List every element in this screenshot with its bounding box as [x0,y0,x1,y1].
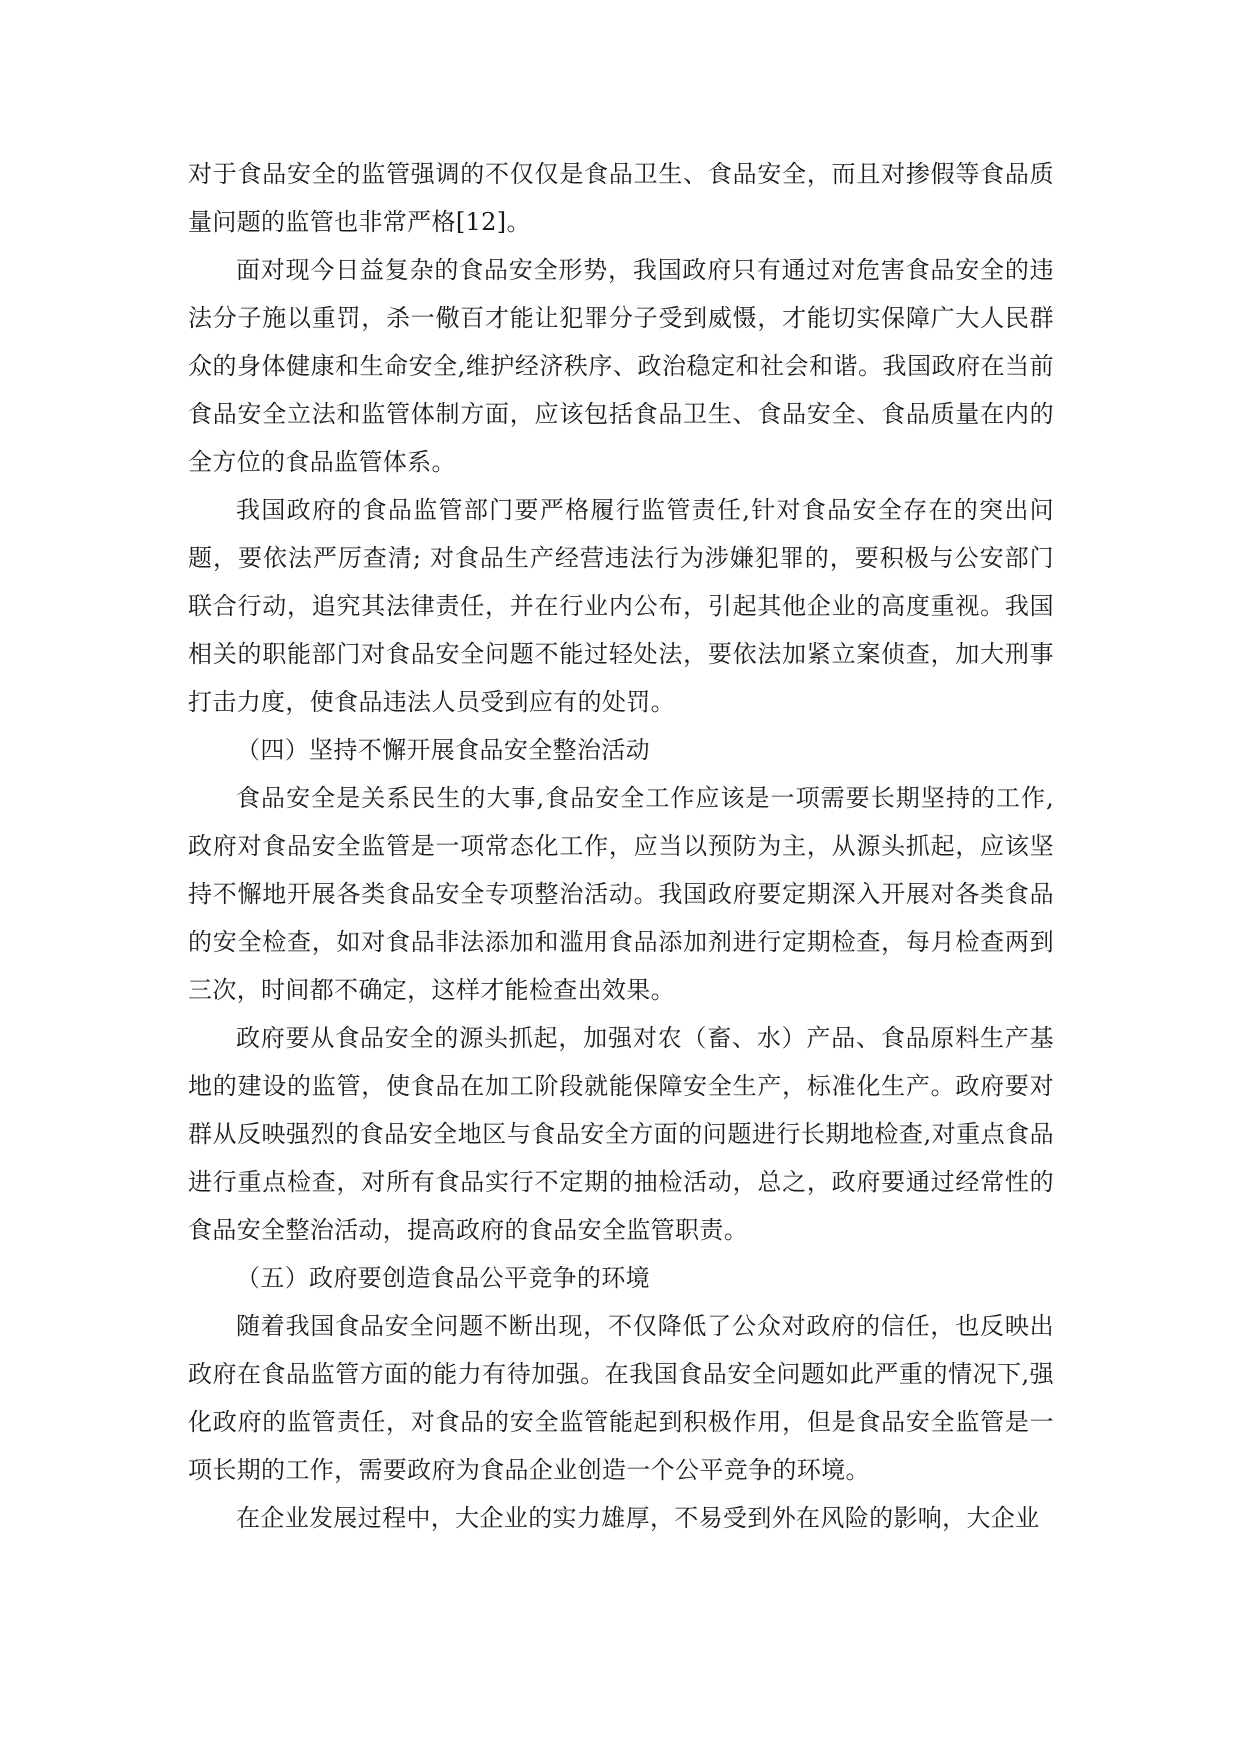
paragraph-7: 在企业发展过程中，大企业的实力雄厚，不易受到外在风险的影响，大企业 [236,1504,1040,1532]
paragraph-2: 面对现今日益复杂的食品安全形势，我国政府只有通过对危害食品安全的违法分子施以重罚，杀一儆百才能让犯罪分子受到威慑，才能切实保障广大人民群众的身体健康和生命安全,维护经济秩序、政治稳定和社会和谐。我国政府在当前食品安全立法和监管体制方面，应该包括食品卫生、食品安全、食品质量在内的全方位的食品监管体系。 [188,256,1054,476]
paragraph-6: 随着我国食品安全问题不断出现，不仅降低了公众对政府的信任，也反映出政府在食品监管方面的能力有待加强。在我国食品安全问题如此严重的情况下,强化政府的监管责任，对食品的安全监管能起到积极作用，但是食品安全监管是一项长期的工作，需要政府为食品企业创造一个公平竞争的环境。 [188,1312,1054,1484]
document-page [188,150,1054,1542]
paragraph-4: 食品安全是关系民生的大事,食品安全工作应该是一项需要长期坚持的工作,政府对食品安全监管是一项常态化工作，应当以预防为主，从源头抓起，应该坚持不懈地开展各类食品安全专项整治活动。我国政府要定期深入开展对各类食品的安全检查，如对食品非法添加和滥用食品添加剂进行定期检查，每月检查两到三次，时间都不确定，这样才能检查出效果。 [188,784,1054,1004]
section-heading-5: （五）政府要创造食品公平竞争的环境 [236,1264,650,1292]
paragraph-3: 我国政府的食品监管部门要严格履行监管责任,针对食品安全存在的突出问题，要依法严厉查清; 对食品生产经营违法行为涉嫌犯罪的，要积极与公安部门联合行动，追究其法律责任，并在行业内公布，引起其他企业的高度重视。我国相关的职能部门对食品安全问题不能过轻处法，要依法加紧立案侦查，加大刑事打击力度，使食品违法人员受到应有的处罚。 [188,496,1054,716]
section-heading-4: （四）坚持不懈开展食品安全整治活动 [236,736,650,764]
paragraph-1: 对于食品安全的监管强调的不仅仅是食品卫生、食品安全，而且对掺假等食品质量问题的监管也非常严格[12]。 [188,160,1054,236]
paragraph-5: 政府要从食品安全的源头抓起，加强对农（畜、水）产品、食品原料生产基地的建设的监管，使食品在加工阶段就能保障安全生产，标准化生产。政府要对群从反映强烈的食品安全地区与食品安全方面的问题进行长期地检查,对重点食品进行重点检查，对所有食品实行不定期的抽检活动，总之，政府要通过经常性的食品安全整治活动，提高政府的食品安全监管职责。 [188,1024,1054,1244]
